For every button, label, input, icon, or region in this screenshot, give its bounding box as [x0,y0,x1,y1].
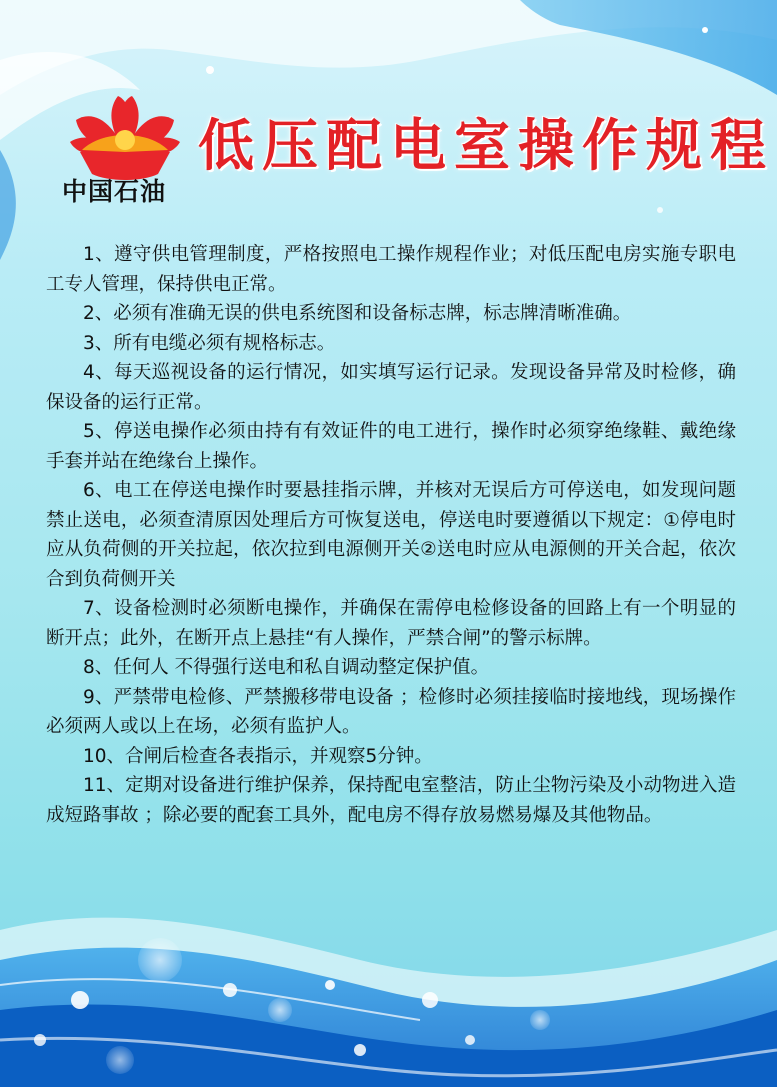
rule-item: 9、严禁带电检修、严禁搬移带电设备 ；检修时必须挂接临时接地线，现场操作必须两人或以上在场，必须有监护人。 [46,686,736,737]
rule-item: 8、任何人 不得强行送电和私自调动整定保护值。 [83,657,490,678]
rule-item: 1、遵守供电管理制度，严格按照电工操作规程作业；对低压配电房实施专职电工专人管理，保持供电正常。 [46,244,736,295]
rule-item: 10、合闸后检查各表指示，并观察5分钟。 [83,745,433,767]
logo-text: 中国石油 [62,177,167,206]
rule-item: 6、电工在停送电操作时要悬挂指示牌，并核对无误后方可停送电，如发现问题禁止送电，必须查清原因处理后方可恢复送电，停送电时要遵循以下规定：①停电时应从负荷侧的开关拉起，依次拉到电源侧开关②送电时应从电源侧的开关合起，依次合到负荷侧开关 [46,480,736,590]
rule-item: 2、必须有准确无误的供电系统图和设备标志牌，标志牌清晰准确。 [83,303,632,324]
page-title: 低压配电室操作规程 [198,114,774,179]
rule-item: 11、定期对设备进行维护保养，保持配电室整洁，防止尘物污染及小动物进入造成短路事故 ；除必要的配套工具外，配电房不得存放易燃易爆及其他物品。 [46,775,736,826]
rule-item: 5、停送电操作必须由持有有效证件的电工进行，操作时必须穿绝缘鞋、戴绝缘手套并站在绝缘台上操作。 [46,421,736,472]
rule-item: 7、设备检测时必须断电操作，并确保在需停电检修设备的回路上有一个明显的断开点；此外，在断开点上悬挂“有人操作，严禁合闸”的警示标牌。 [46,598,736,649]
rules-list [46,240,736,830]
rule-item: 3、所有电缆必须有规格标志。 [83,332,336,354]
rule-item: 4、每天巡视设备的运行情况，如实填写运行记录。发现设备异常及时检修，确保设备的运行正常。 [46,362,736,413]
